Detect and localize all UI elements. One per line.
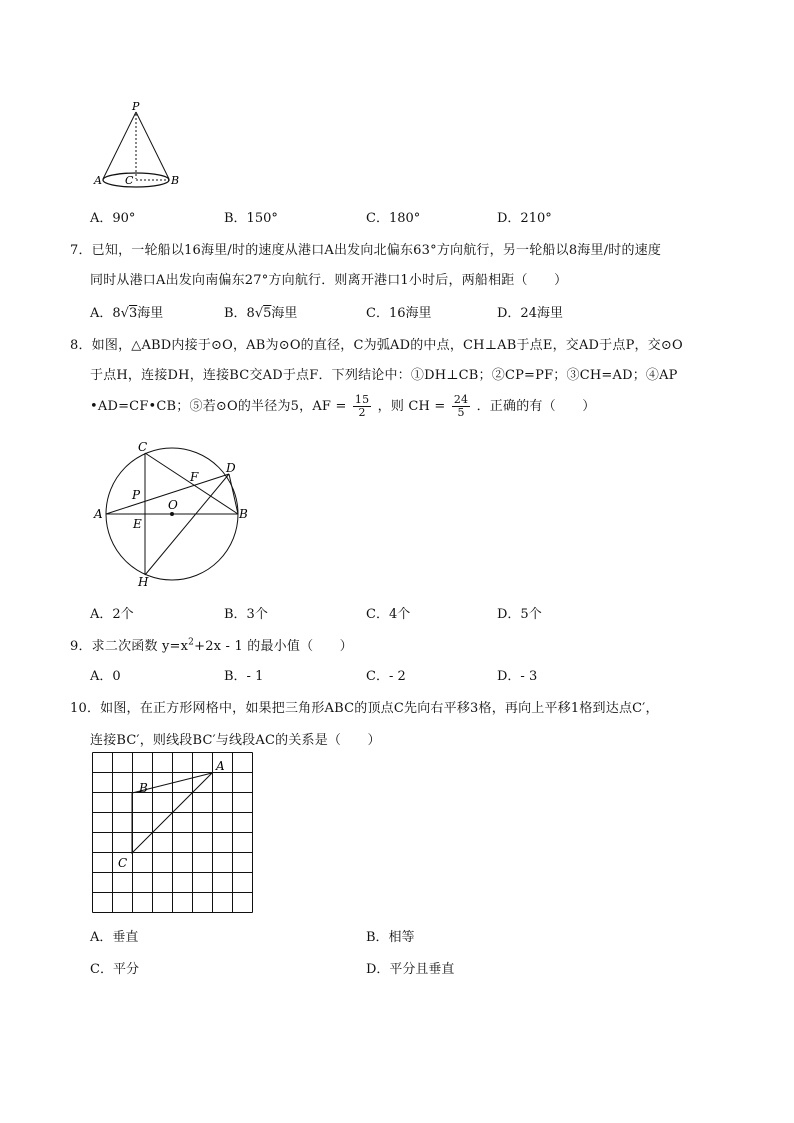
- q10-option-c: C．平分: [90, 962, 139, 977]
- q10-line-2: 连接BC′，则线段BC′与线段AC的关系是（ ）: [90, 733, 381, 748]
- q7-option-a-radicand: 3: [128, 306, 138, 321]
- q8-option-b: B．3个: [224, 607, 268, 622]
- fraction-ch-denominator: 5: [457, 406, 465, 419]
- circle-figure: [92, 438, 252, 588]
- q7-option-a-prefix: A．8: [90, 306, 121, 321]
- cone-label-c: C: [125, 174, 134, 187]
- grid-label-c: C: [118, 856, 128, 870]
- q9-option-d: D．- 3: [497, 669, 538, 684]
- q7-option-d: D．24海里: [497, 306, 563, 321]
- circle-label-h: H: [138, 575, 149, 588]
- q6-option-b: B．150°: [224, 211, 278, 226]
- circle-label-d: D: [226, 461, 236, 475]
- cone-label-p: P: [132, 100, 140, 113]
- q8-line-2: 于点H，连接DH，连接BC交AD于点F．下列结论中：①DH⊥CB；②CP=PF；③CH=AD；④AP: [90, 368, 678, 383]
- circle-label-f: F: [190, 470, 199, 484]
- q7-option-a-suffix: 海里: [137, 306, 164, 321]
- cone-figure: [92, 100, 192, 195]
- fraction-ch: [452, 394, 470, 419]
- q7-option-b-prefix: B．8: [224, 306, 255, 321]
- q7-option-b-radicand: 5: [263, 306, 272, 321]
- sqrt-icon: √: [120, 306, 129, 321]
- fraction-af-denominator: 2: [358, 406, 366, 419]
- q10-line-1: 10．如图，在正方形网格中，如果把三角形ABC的顶点C先向右平移3格，再向上平移1格到达点C′，: [70, 701, 659, 716]
- q7-option-a: [90, 302, 163, 321]
- q7-option-c: C．16海里: [366, 306, 432, 321]
- circle-label-o: O: [168, 498, 178, 512]
- q8-line-3b: ，则 CH =: [377, 399, 446, 414]
- circle-label-p: P: [132, 488, 141, 502]
- grid-figure: [92, 752, 257, 917]
- q7-line-2: 同时从港口A出发向南偏东27°方向航行．则离开港口1小时后，两船相距（ ）: [90, 273, 568, 288]
- q9-question: [70, 635, 353, 654]
- q8-option-c: C．4个: [366, 607, 411, 622]
- q6-option-c: C．180°: [366, 211, 421, 226]
- q10-option-d: D．平分且垂直: [366, 962, 455, 977]
- q8-line-3a: •AD=CF•CB；⑤若⊙O的半径为5，AF =: [90, 399, 347, 414]
- sqrt-icon: √: [254, 306, 264, 321]
- q8-option-a: A．2个: [90, 607, 134, 622]
- fraction-af: [353, 394, 371, 419]
- q8-option-d: D．5个: [497, 607, 542, 622]
- q10-option-b: B．相等: [366, 930, 415, 945]
- q8-line-3c: ．正确的有（ ）: [476, 399, 596, 414]
- grid-label-a: A: [216, 759, 225, 773]
- q8-line-1: 8．如图，△ABD内接于⊙O，AB为⊙O的直径，C为弧AD的中点，CH⊥AB于点E，交AD于点P，交⊙O: [70, 338, 683, 353]
- q9-option-c: C．- 2: [366, 669, 406, 684]
- circle-label-b: B: [239, 507, 248, 521]
- cone-label-b: B: [171, 174, 180, 187]
- circle-label-a: A: [94, 507, 103, 521]
- q9-option-b: B．- 1: [224, 669, 264, 684]
- q9-exponent: 2: [188, 637, 195, 648]
- q9-option-a: A．0: [90, 669, 121, 684]
- cone-label-a: A: [94, 174, 102, 187]
- q9-text-a: 9．求二次函数 y=x: [70, 639, 189, 654]
- q6-option-a: A．90°: [90, 211, 136, 226]
- q7-line-1: 7．已知，一轮船以16海里/时的速度从港口A出发向北偏东63°方向航行，另一轮船以8海里/时的速度: [70, 243, 662, 258]
- q9-text-b: +2x - 1 的最小值（ ）: [194, 639, 353, 654]
- q8-line-3: [90, 392, 595, 422]
- fraction-af-numerator: 15: [354, 393, 370, 406]
- q7-option-b: [224, 302, 297, 321]
- fraction-ch-numerator: 24: [453, 393, 469, 406]
- q10-option-a: A．垂直: [90, 930, 139, 945]
- q7-option-b-suffix: 海里: [271, 306, 298, 321]
- grid-label-b: B: [139, 781, 148, 795]
- circle-label-c: C: [138, 440, 148, 454]
- circle-label-e: E: [133, 517, 142, 531]
- q6-option-d: D．210°: [497, 211, 552, 226]
